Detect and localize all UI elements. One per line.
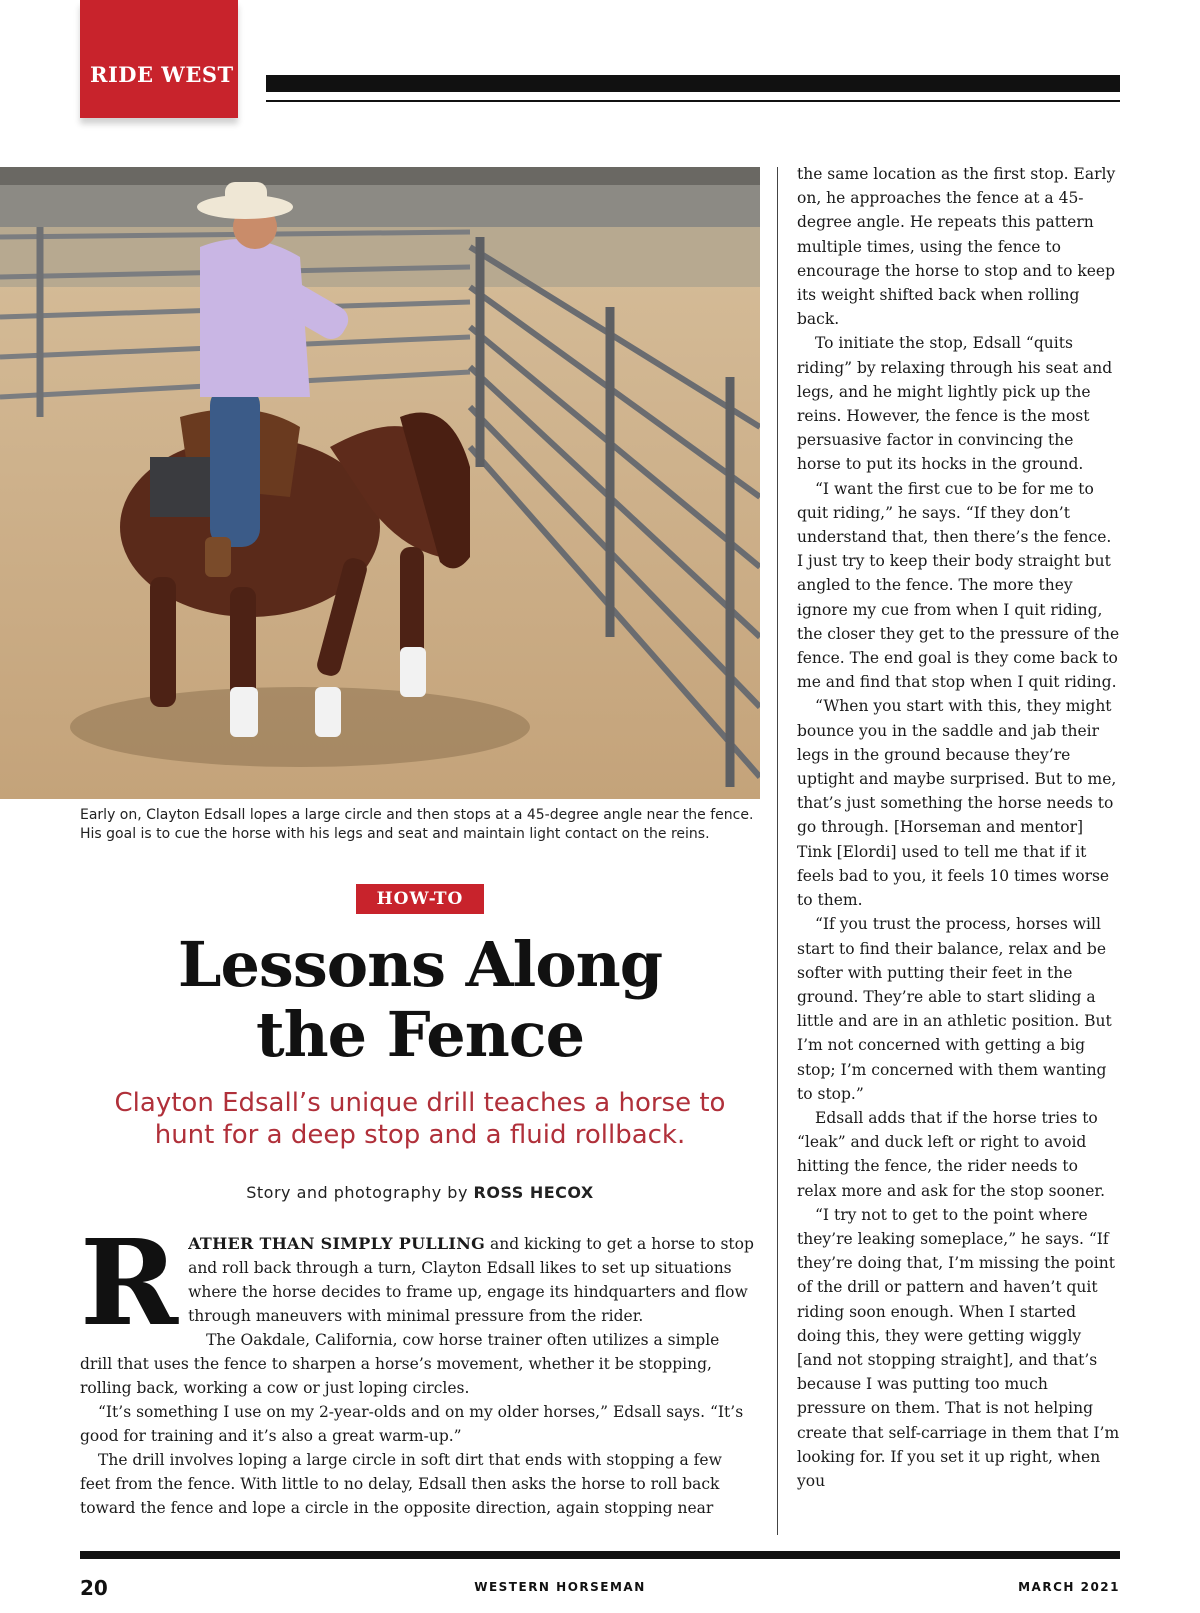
paragraph: “If you trust the process, horses will start to find their balance, relax and be softer with putting their feet in the ground. They’re able to start sliding a little and are in an athletic position. But I’m not concerned with getting a big stop; I’m concerned with them wanting to stop.” — [797, 915, 1112, 1103]
paragraph: The Oakdale, California, cow horse trainer often utilizes a simple drill that uses the fence to sharpen a horse’s movement, whether it be stopping, rolling back, working a cow or just loping circles. — [80, 1331, 720, 1397]
headline-line-2: the Fence — [255, 998, 585, 1071]
paragraph: “When you start with this, they might bounce you in the saddle and jab their legs in the ground because they’re uptight and maybe surprised. But to me, that’s just something the horse needs to go through. [Horseman and mentor] Tink [Elordi] used to tell me that if it feels bad to you, it feels 10 times worse to them. — [797, 697, 1117, 910]
paragraph: The drill involves loping a large circle in soft dirt that ends with stopping a few feet from the fence. With little to no delay, Edsall then asks the horse to roll back toward the fence and lope a circle in the opposite direction, again stopping near — [80, 1451, 722, 1517]
caption-line-1: Early on, Clayton Edsall lopes a large circle and then stops at a 45-degree angle near the fence. — [80, 807, 754, 823]
paragraph — [80, 1213, 755, 1352]
dek-line-1: Clayton Edsall’s unique drill teaches a horse to — [114, 1088, 726, 1118]
byline-author: ROSS HECOX — [473, 1183, 594, 1202]
magazine-name: WESTERN HORSEMAN — [474, 1580, 646, 1594]
paragraph-text: and kicking to get a horse to stop and roll back through a turn, Clayton Edsall likes to set up situations where the horse decides to frame up, engage its hindquarters and flow through maneuvers with minimal pressure from the rider. — [188, 1235, 754, 1325]
caption-line-2: His goal is to cue the horse with his legs and seat and maintain light contact on the reins. — [80, 826, 710, 842]
page-number: 20 — [80, 1576, 108, 1600]
drop-cap: R — [80, 1213, 179, 1352]
byline-prefix: Story and photography by — [246, 1183, 474, 1202]
article-byline — [80, 1183, 760, 1202]
article-photo — [0, 167, 760, 799]
body-column-right — [797, 162, 1120, 1493]
section-tab — [80, 0, 238, 118]
paragraph: To initiate the stop, Edsall “quits riding” by relaxing through his seat and legs, and he might lightly pick up the reins. However, the fence is the most persuasive factor in convincing the horse to put its hocks in the ground. — [797, 334, 1113, 474]
header-rule-thin — [266, 100, 1120, 102]
paragraph: “It’s something I use on my 2-year-olds and on my older horses,” Edsall says. “It’s good for training and it’s also a great warm-up.” — [80, 1403, 744, 1445]
headline-line-1: Lessons Along — [177, 928, 663, 1001]
dek-line-2: hunt for a deep stop and a fluid rollback. — [154, 1120, 686, 1150]
header-rule-thick — [266, 75, 1120, 92]
section-label: RIDE WEST — [90, 62, 234, 87]
lead-in: ATHER THAN SIMPLY PULLING — [188, 1234, 486, 1253]
column-divider — [777, 167, 778, 1535]
article-kicker: HOW-TO — [356, 884, 484, 914]
article-headline — [80, 930, 760, 1070]
article-dek — [100, 1087, 740, 1151]
paragraph: Edsall adds that if the horse tries to “leak” and duck left or right to avoid hitting the fence, the rider needs to relax more and ask for the stop sooner. — [797, 1108, 1106, 1200]
paragraph: “I try not to get to the point where they’re leaking someplace,” he says. “If they’re doing that, I’m missing the point of the drill or pattern and haven’t quit riding soon enough. When I started doing this, they were getting wiggly [and not stopping straight], and that’s because I was putting too much pressure on them. That is not helping create that self-carriage in them that I’m looking for. If you set it up right, when you — [797, 1205, 1120, 1490]
paragraph: “I want the first cue to be for me to quit riding,” he says. “If they don’t understand that, then there’s the fence. I just try to keep their body straight but angled to the fence. The more they ignore my cue from when I quit riding, the closer they get to the pressure of the fence. The end goal is they come back to me and find that stop when I quit riding. — [797, 479, 1120, 692]
photo-caption — [80, 806, 760, 844]
footer-rule — [80, 1551, 1120, 1559]
issue-date: MARCH 2021 — [1018, 1580, 1120, 1594]
paragraph: the same location as the first stop. Early on, he approaches the fence at a 45-degree angle. He repeats this pattern multiple times, using the fence to encourage the horse to stop and to keep its weight shifted back when rolling back. — [797, 165, 1116, 329]
body-column-left — [80, 1213, 755, 1520]
